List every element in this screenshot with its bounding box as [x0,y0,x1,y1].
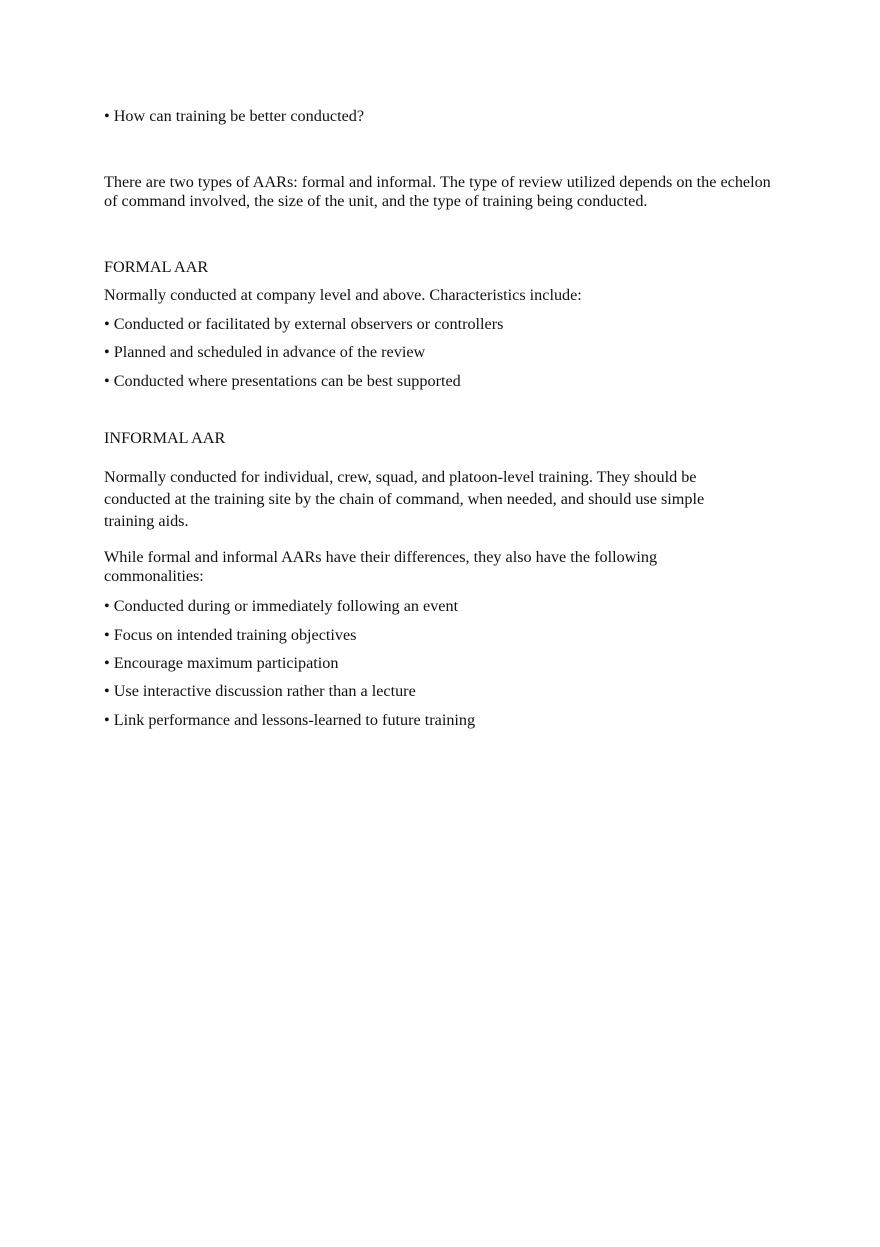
formal-bullet: • Conducted or facilitated by external observers or controllers [104,315,504,333]
types-paragraph: There are two types of AARs: formal and informal. The type of review utilized depends on the echelon of command involved, the size of the unit, and the type of training being conducted. [104,173,771,210]
formal-bullet: • Planned and scheduled in advance of the review [104,343,426,361]
commonality-bullet: • Link performance and lessons-learned to future training [104,711,476,729]
informal-aar-paragraph: Normally conducted for individual, crew, squad, and platoon-level training. They should be conducted at the training site by the chain of command, when needed, and should use simple training aids. [104,468,705,530]
formal-aar-lead: Normally conducted at company level and above. Characteristics include: [104,286,582,304]
commonality-bullet: • Conducted during or immediately following an event [104,597,459,615]
commonality-bullet: • Focus on intended training objectives [104,626,357,644]
formal-aar-heading: FORMAL AAR [104,258,209,276]
commonalities-lead: While formal and informal AARs have their differences, they also have the following commonalities: [104,548,658,585]
commonality-bullet: • Use interactive discussion rather than a lecture [104,682,416,700]
formal-bullet: • Conducted where presentations can be best supported [104,372,461,390]
informal-aar-heading: INFORMAL AAR [104,429,226,447]
commonality-bullet: • Encourage maximum participation [104,654,339,672]
intro-bullet: • How can training be better conducted? [104,107,365,125]
